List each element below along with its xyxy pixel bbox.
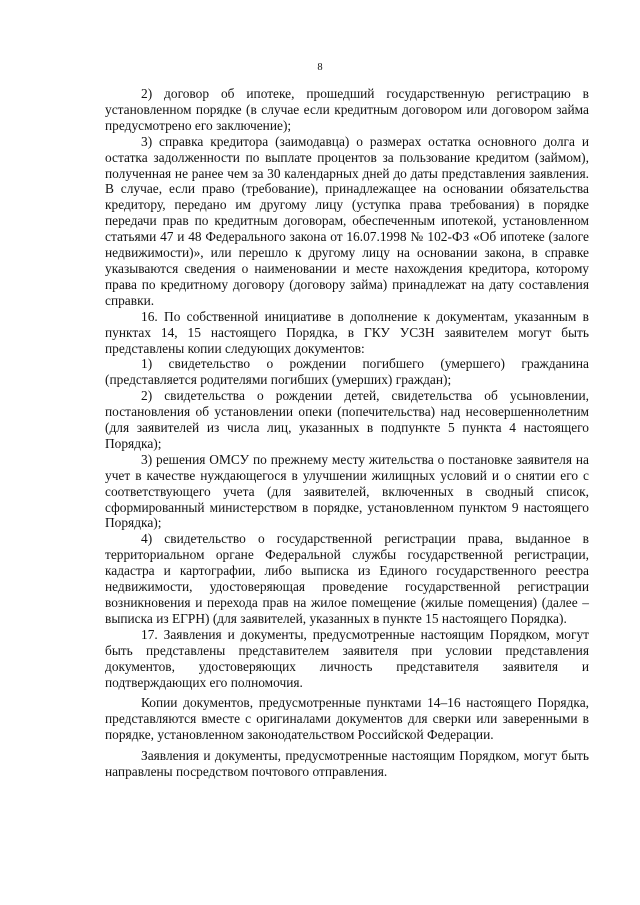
paragraph-document-copies: Копии документов, предусмотренные пунктами 14–16 настоящего Порядка, представляются вместе с оригиналами документов для сверки или заверенными в порядке, установленном законодательством Российской Федерации. <box>105 695 589 743</box>
paragraph-item-3-creditor-certificate: 3) справка кредитора (заимодавца) о размерах остатка основного долга и остатка задолженности по выплате процентов за пользование кредитом (займом), полученная не ранее чем за 30 календарных дней до даты представления заявления. В случае, если право (требование), принадлежащее на основании обязательства кредитору, передано им другому лицу (уступка права требования) в порядке передачи прав по кредитным договорам, обеспеченным ипотекой, установленном статьями 47 и 48 Федерального закона от 16.07.1998 № 102-ФЗ «Об ипотеке (залоге недвижимости)», или перешло к другому лицу на основании закона, в справке указываются сведения о наименовании и месте нахождения кредитора, которому права по кредитному договору (договору займа) принадлежат на дату составления справки. <box>105 133 589 308</box>
paragraph-clause-16-item-2: 2) свидетельства о рождении детей, свидетельства об усыновлении, постановления об установлении опеки (попечительства) над несовершеннолетним (для заявителей из числа лиц, указанных в подпункте 5 пункта 4 настоящего Порядка); <box>105 388 589 451</box>
paragraph-postal-submission: Заявления и документы, предусмотренные настоящим Порядком, могут быть направлены посредством почтового отправления. <box>105 748 589 780</box>
paragraph-clause-16-item-4: 4) свидетельство о государственной регистрации права, выданное в территориальном органе Федеральной службы государственной регистрации, кадастра и картографии, либо выписка из Единого государственного реестра недвижимости, удостоверяющая проведение государственной регистрации возникновения и перехода прав на жилое помещение (жилые помещения) (далее – выписка из ЕГРН) (для заявителей, указанных в пункте 15 настоящего Порядка). <box>105 531 589 626</box>
document-body <box>105 86 589 780</box>
paragraph-clause-16-item-3: 3) решения ОМСУ по прежнему месту жительства о постановке заявителя на учет в качестве нуждающегося в улучшении жилищных условий и о снятии его с соответствующего учета (для заявителей, включенных в сводный список, сформированный министерством в порядке, установленном пунктом 9 настоящего Порядка); <box>105 451 589 531</box>
paragraph-clause-17: 17. Заявления и документы, предусмотренные настоящим Порядком, могут быть представлены представителем заявителя при условии представления документов, удостоверяющих личность представителя заявителя и подтверждающих его полномочия. <box>105 626 589 690</box>
paragraph-clause-16: 16. По собственной инициативе в дополнение к документам, указанным в пунктах 14, 15 настоящего Порядка, в ГКУ УСЗН заявителем могут быть представлены копии следующих документов: <box>105 308 589 356</box>
paragraph-item-2-mortgage-agreement: 2) договор об ипотеке, прошедший государственную регистрацию в установленном порядке (в случае если кредитным договором или договором займа предусмотрено его заключение); <box>105 86 589 133</box>
page-number: 8 <box>317 62 323 73</box>
paragraph-clause-16-item-1: 1) свидетельство о рождении погибшего (умершего) гражданина (представляется родителями погибших (умерших) граждан); <box>105 356 589 388</box>
